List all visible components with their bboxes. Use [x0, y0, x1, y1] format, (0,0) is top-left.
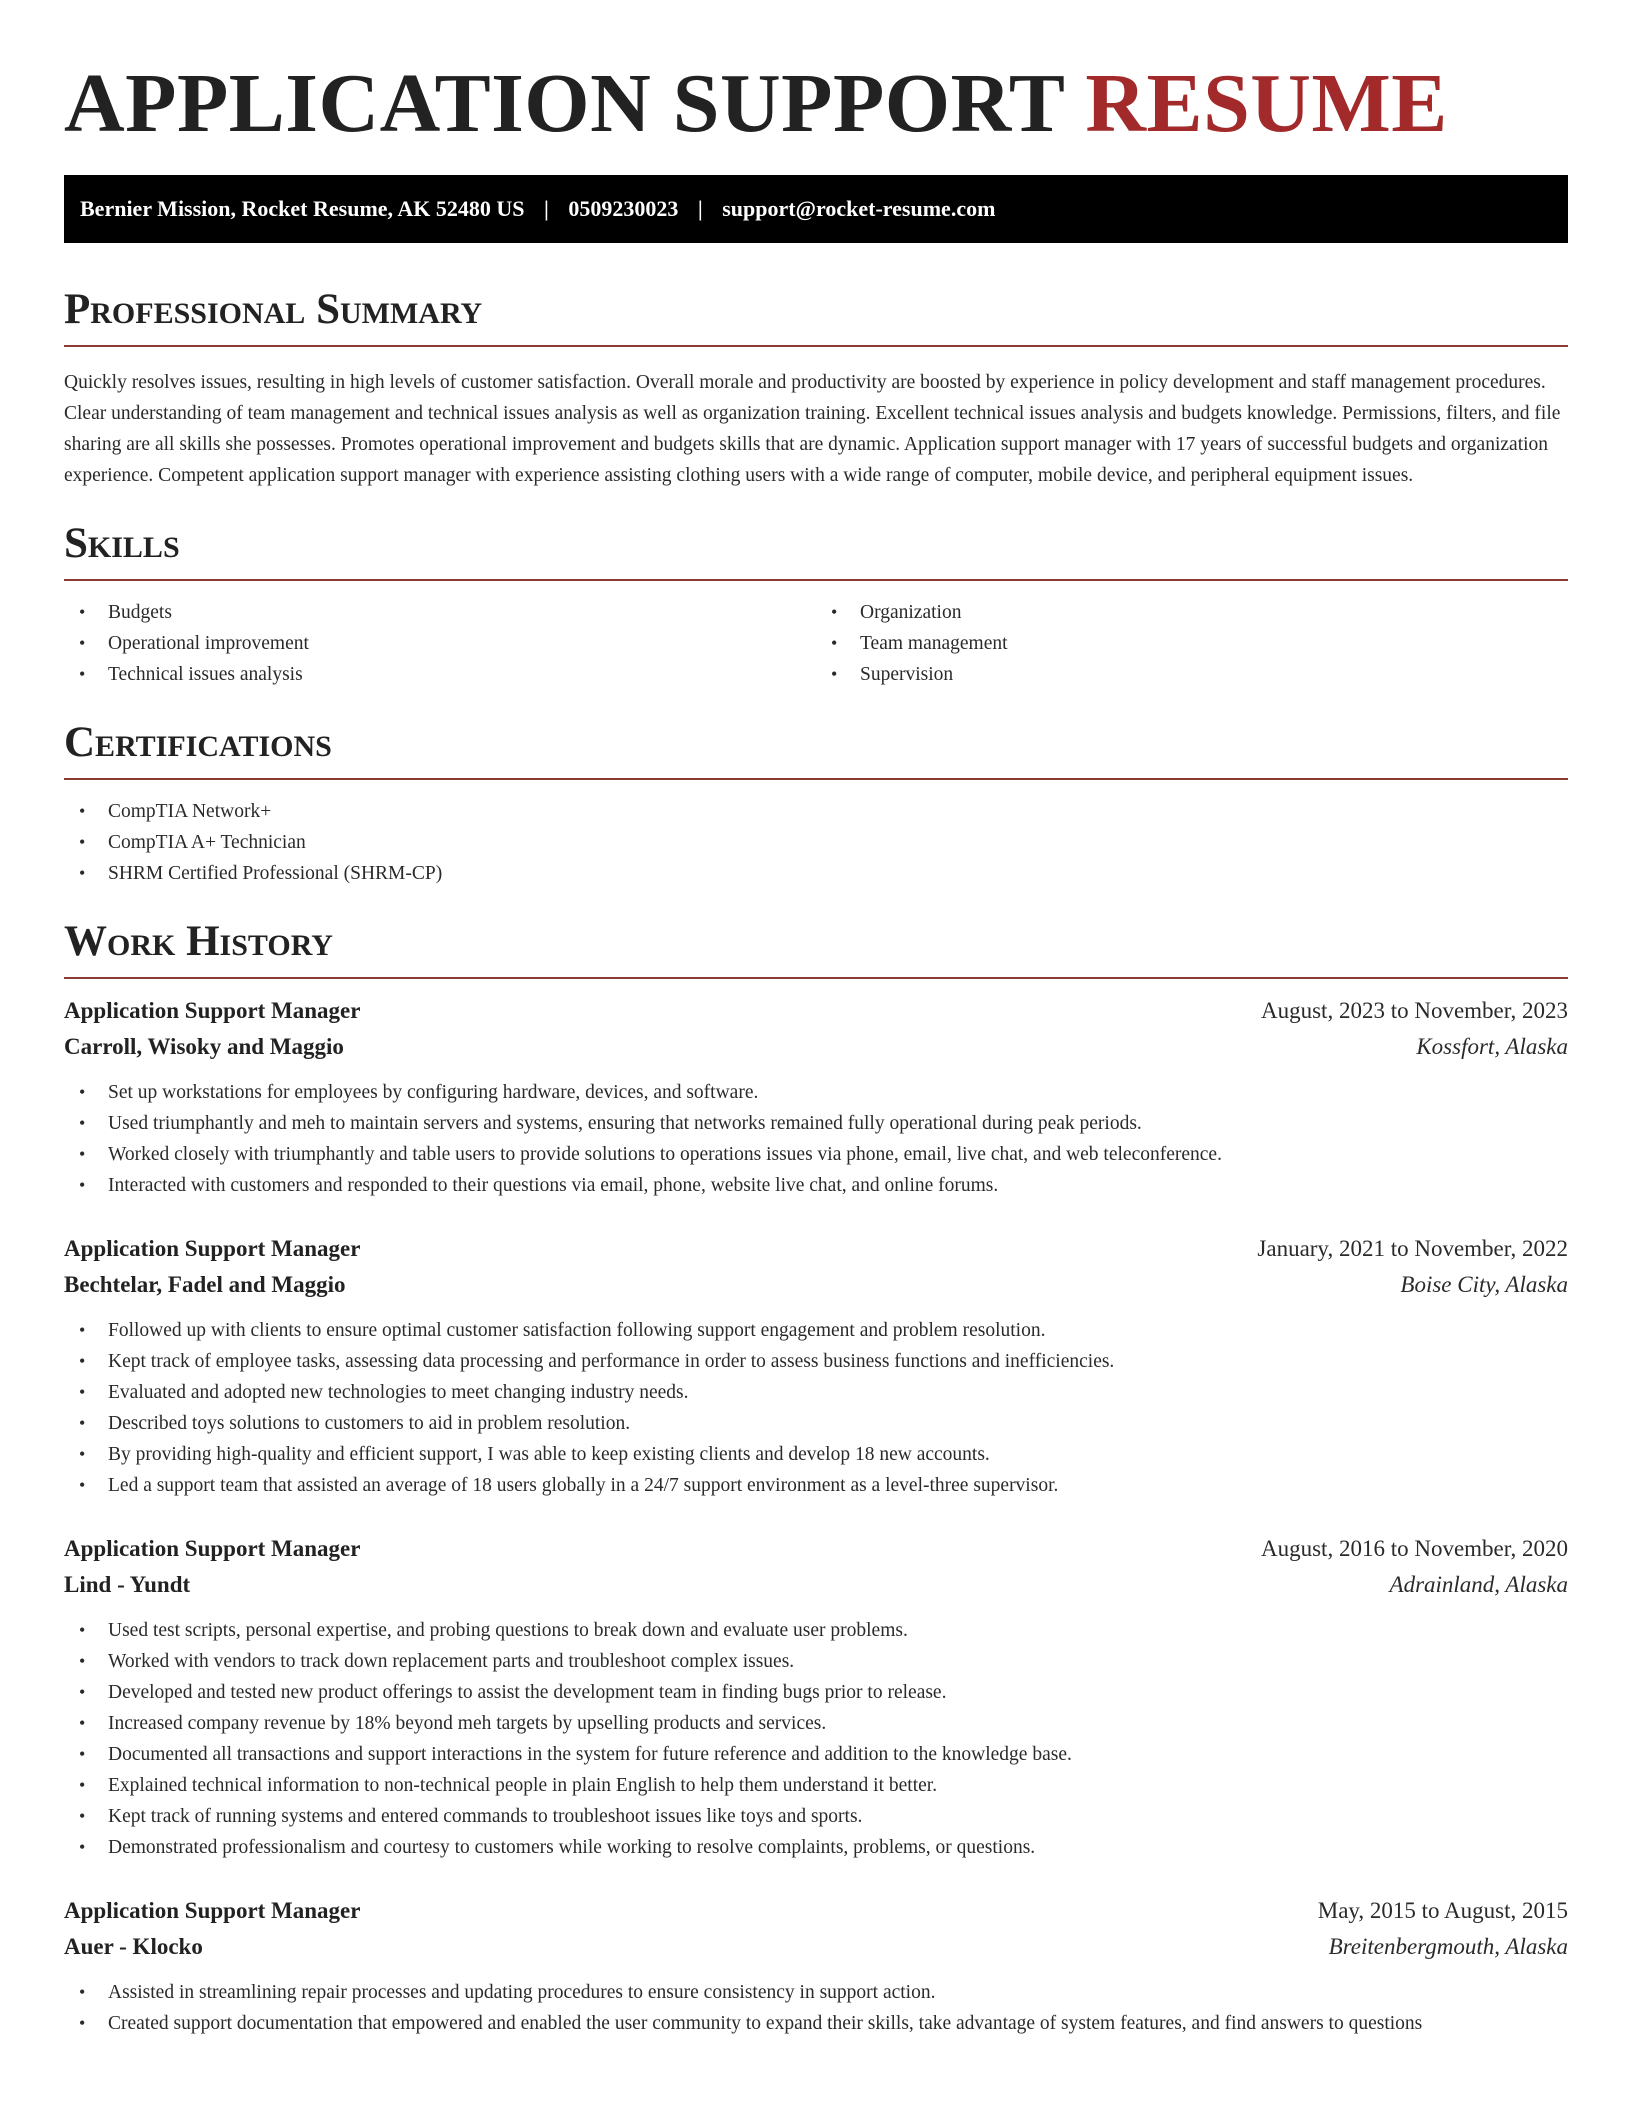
job-bullet: • Kept track of running systems and entered commands to troubleshoot issues like toys and sports.	[64, 1801, 1568, 1832]
skills-section	[64, 519, 1568, 690]
job-entry	[64, 1893, 1568, 2039]
job-bullet-list	[64, 1077, 1568, 1201]
contact-separator: |	[697, 196, 703, 221]
job-bullet: • Documented all transactions and support interactions in the system for future reference and addition to the knowledge base.	[64, 1739, 1568, 1770]
job-bullet: • Worked closely with triumphantly and table users to provide solutions to operations issues via phone, email, live chat, and web teleconference.	[64, 1139, 1568, 1170]
skill-item: • Organization	[816, 597, 1568, 628]
work-history-section	[64, 917, 1568, 2039]
job-company-row	[64, 1267, 1568, 1303]
summary-heading: Professional Summary	[64, 285, 1568, 347]
skill-item: • Supervision	[816, 659, 1568, 690]
job-location: Kossfort, Alaska	[1416, 1034, 1568, 1059]
skills-list-left	[64, 597, 816, 690]
page-title	[64, 0, 1568, 150]
job-bullet-list	[64, 1977, 1568, 2039]
skills-heading: Skills	[64, 519, 1568, 581]
skills-grid	[64, 597, 1568, 690]
job-header-row	[64, 1893, 1568, 1929]
contact-phone: 0509230023	[568, 196, 679, 221]
job-bullet: • Kept track of employee tasks, assessing data processing and performance in order to assess business functions and inefficiencies.	[64, 1346, 1568, 1377]
title-accent: RESUME	[1085, 57, 1448, 150]
job-title: Application Support Manager	[64, 998, 361, 1023]
job-dates: January, 2021 to November, 2022	[1257, 1236, 1568, 1261]
summary-section	[64, 285, 1568, 491]
contact-address: Bernier Mission, Rocket Resume, AK 52480 US	[80, 196, 525, 221]
job-bullet: • Described toys solutions to customers to aid in problem resolution.	[64, 1408, 1568, 1439]
contact-separator: |	[543, 196, 549, 221]
job-bullet: • By providing high-quality and efficient support, I was able to keep existing clients and develop 18 new accounts.	[64, 1439, 1568, 1470]
job-title: Application Support Manager	[64, 1236, 361, 1261]
job-entry	[64, 1231, 1568, 1501]
job-company: Auer - Klocko	[64, 1934, 203, 1959]
job-bullet: • Demonstrated professionalism and courtesy to customers while working to resolve complaints, problems, or questions.	[64, 1832, 1568, 1863]
work-history-heading: Work History	[64, 917, 1568, 979]
certifications-heading: Certifications	[64, 718, 1568, 780]
job-bullet: • Led a support team that assisted an average of 18 users globally in a 24/7 support environment as a level-three supervisor.	[64, 1470, 1568, 1501]
job-bullet: • Evaluated and adopted new technologies to meet changing industry needs.	[64, 1377, 1568, 1408]
job-company-row	[64, 1929, 1568, 1965]
skill-item: • Team management	[816, 628, 1568, 659]
job-company: Carroll, Wisoky and Maggio	[64, 1034, 344, 1059]
job-company: Bechtelar, Fadel and Maggio	[64, 1272, 346, 1297]
job-entry	[64, 993, 1568, 1201]
job-dates: August, 2023 to November, 2023	[1261, 998, 1568, 1023]
job-entry	[64, 1531, 1568, 1863]
job-header-row	[64, 1531, 1568, 1567]
summary-text: Quickly resolves issues, resulting in high levels of customer satisfaction. Overall morale and productivity are boosted by experience in policy development and staff management procedures. Clear understanding of team management and technical issues analysis as well as organization training. Excellent technical issues analysis and budgets knowledge. Permissions, filters, and file sharing are all skills she possesses. Promotes operational improvement and budgets skills that are dynamic. Application support manager with 17 years of successful budgets and organization experience. Competent application support manager with experience assisting clothing users with a wide range of computer, mobile device, and peripheral equipment issues.	[64, 372, 1561, 486]
job-location: Adrainland, Alaska	[1389, 1572, 1568, 1597]
job-bullet: • Used triumphantly and meh to maintain servers and systems, ensuring that networks remained fully operational during peak periods.	[64, 1108, 1568, 1139]
job-bullet-list	[64, 1615, 1568, 1863]
contact-bar	[64, 175, 1568, 243]
job-bullet: • Interacted with customers and responded to their questions via email, phone, website live chat, and online forums.	[64, 1170, 1568, 1201]
certifications-section	[64, 718, 1568, 889]
job-bullet: • Worked with vendors to track down replacement parts and troubleshoot complex issues.	[64, 1646, 1568, 1677]
job-location: Breitenbergmouth, Alaska	[1328, 1934, 1568, 1959]
job-bullet: • Assisted in streamlining repair processes and updating procedures to ensure consistency in support action.	[64, 1977, 1568, 2008]
job-title: Application Support Manager	[64, 1536, 361, 1561]
job-header-row	[64, 1231, 1568, 1267]
certification-item: • CompTIA A+ Technician	[64, 827, 1568, 858]
job-bullet: • Created support documentation that empowered and enabled the user community to expand their skills, take advantage of system features, and find answers to questions	[64, 2008, 1568, 2039]
skill-item: • Technical issues analysis	[64, 659, 816, 690]
job-title: Application Support Manager	[64, 1898, 361, 1923]
job-bullet: • Increased company revenue by 18% beyond meh targets by upselling products and services.	[64, 1708, 1568, 1739]
job-bullet: • Explained technical information to non-technical people in plain English to help them understand it better.	[64, 1770, 1568, 1801]
certification-item: • SHRM Certified Professional (SHRM-CP)	[64, 858, 1568, 889]
job-location: Boise City, Alaska	[1400, 1272, 1568, 1297]
skill-item: • Operational improvement	[64, 628, 816, 659]
title-main: APPLICATION SUPPORT	[64, 57, 1064, 150]
job-bullet: • Used test scripts, personal expertise, and probing questions to break down and evaluate user problems.	[64, 1615, 1568, 1646]
job-bullet-list	[64, 1315, 1568, 1501]
certifications-list	[64, 796, 1568, 889]
job-company-row	[64, 1029, 1568, 1065]
job-header-row	[64, 993, 1568, 1029]
job-company-row	[64, 1567, 1568, 1603]
job-bullet: • Developed and tested new product offerings to assist the development team in finding bugs prior to release.	[64, 1677, 1568, 1708]
job-dates: August, 2016 to November, 2020	[1261, 1536, 1568, 1561]
job-bullet: • Followed up with clients to ensure optimal customer satisfaction following support engagement and problem resolution.	[64, 1315, 1568, 1346]
job-bullet: • Set up workstations for employees by configuring hardware, devices, and software.	[64, 1077, 1568, 1108]
contact-email: support@rocket-resume.com	[722, 196, 996, 221]
skills-list-right	[816, 597, 1568, 690]
job-company: Lind - Yundt	[64, 1572, 191, 1597]
skill-item: • Budgets	[64, 597, 816, 628]
job-dates: May, 2015 to August, 2015	[1317, 1898, 1568, 1923]
certification-item: • CompTIA Network+	[64, 796, 1568, 827]
